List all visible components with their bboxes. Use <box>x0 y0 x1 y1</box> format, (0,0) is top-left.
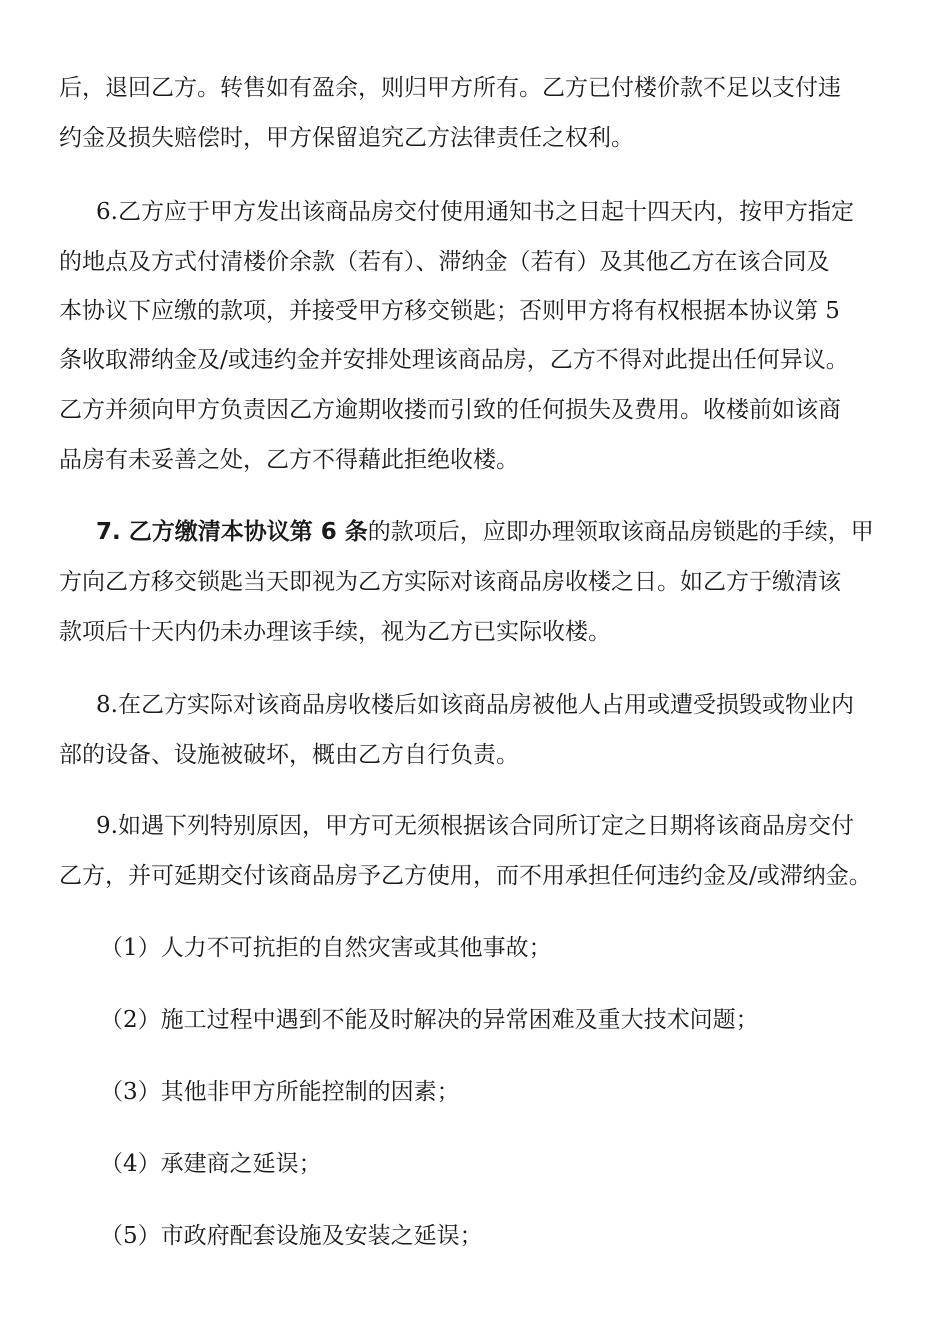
text-line: 约金及损失赔偿时，甲方保留追究乙方法律责任之权利。 <box>59 125 634 151</box>
clause-7-line <box>0 512 950 552</box>
list-item: （1）人力不可抗拒的自然灾害或其他事故； <box>100 935 552 961</box>
text-line: 的地点及方式付清楼价余款（若有）、滞纳金（若有）及其他乙方在该合同及 <box>59 249 830 275</box>
clause-7-text: 的款项后，应即办理领取该商品房锁匙的手续，甲 <box>367 519 874 545</box>
text-line: 部的设备、设施被破坏，概由乙方自行负责。 <box>59 742 519 768</box>
clause-9-line: 9.如遇下列特别原因，甲方可无须根据该合同所订定之日期将该商品房交付 <box>96 813 854 839</box>
text-line: 后，退回乙方。转售如有盈余，则归甲方所有。乙方已付楼价款不足以支付违 <box>59 75 841 101</box>
clause-6-line: 6.乙方应于甲方发出该商品房交付使用通知书之日起十四天内，按甲方指定 <box>96 199 854 225</box>
text-line: 本协议下应缴的款项，并接受甲方移交锁匙；否则甲方将有权根据本协议第 5 <box>59 298 840 324</box>
text-line: 方向乙方移交锁匙当天即视为乙方实际对该商品房收楼之日。如乙方于缴清该 <box>59 569 841 595</box>
list-item: （5）市政府配套设施及安装之延误； <box>100 1223 483 1249</box>
text-line: 款项后十天内仍未办理该手续，视为乙方已实际收楼。 <box>59 619 611 645</box>
clause-8-line: 8.在乙方实际对该商品房收楼后如该商品房被他人占用或遭受损毁或物业内 <box>96 692 854 718</box>
list-item: （4）承建商之延误； <box>100 1151 322 1177</box>
list-item: （3）其他非甲方所能控制的因素； <box>100 1079 460 1105</box>
text-line: 乙方并须向甲方负责因乙方逾期收搂而引致的任何损失及费用。收楼前如该商 <box>59 397 841 423</box>
clause-7-bold-lead: 7. 乙方缴清本协议第 6 条 <box>96 519 368 545</box>
text-line: 条收取滞纳金及/或违约金并安排处理该商品房，乙方不得对此提出任何异议。 <box>59 347 849 373</box>
text-line: 乙方，并可延期交付该商品房予乙方使用，而不用承担任何违约金及/或滞纳金。 <box>59 863 872 889</box>
list-item: （2）施工过程中遇到不能及时解决的异常困难及重大技术问题； <box>100 1007 759 1033</box>
text-line: 品房有未妥善之处，乙方不得藉此拒绝收楼。 <box>59 447 519 473</box>
